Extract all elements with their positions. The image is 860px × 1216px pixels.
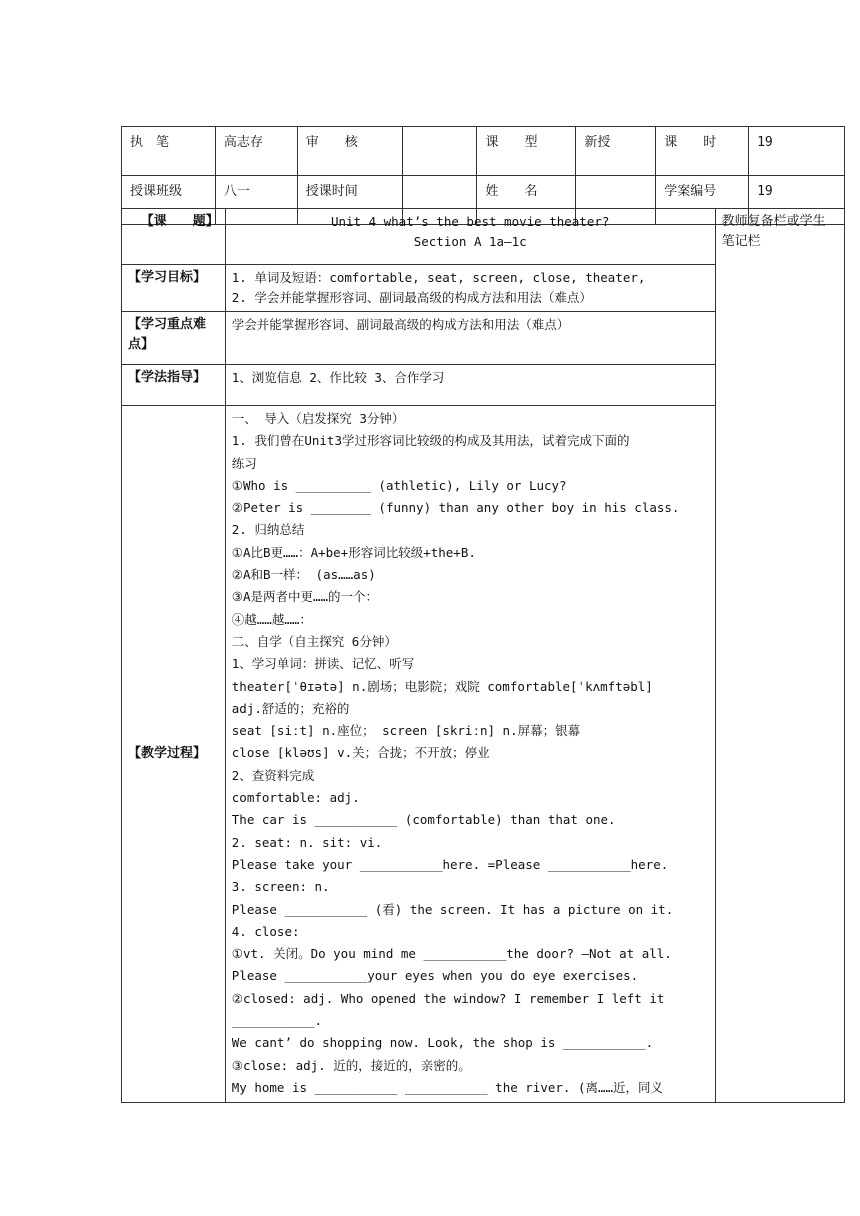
name-label: 姓 名 xyxy=(477,176,576,225)
process-line: The car is ___________ (comfortable) than that one. xyxy=(231,812,616,828)
process-line: ②A和B一样： (as……as) xyxy=(231,567,376,583)
process-line: 1、学习单词：拼读、记忆、听写 xyxy=(231,656,415,672)
goals-label: 【学习目标】 xyxy=(122,265,226,312)
process-label: 【教学过程】 xyxy=(122,406,226,1103)
author-value: 高志存 xyxy=(215,127,297,176)
process-line: ②closed: adj. Who opened the window? I remember I left it xyxy=(231,990,665,1006)
process-line: adj.舒适的；充裕的 xyxy=(231,700,350,716)
process-line: 3. screen: n. xyxy=(231,879,330,895)
process-content xyxy=(225,406,715,1103)
process-line: seat [siːt] n.座位； screen [skriːn] n.屏幕；银幕 xyxy=(231,723,581,739)
topic-row xyxy=(122,209,845,265)
process-line: 4. close: xyxy=(231,923,300,939)
reviewer-value xyxy=(402,127,477,176)
key-points-label: 【学习重点难点】 xyxy=(122,312,226,365)
time-label: 授课时间 xyxy=(297,176,402,225)
process-line: 1. 我们曾在Unit3学过形容词比较级的构成及其用法，试着完成下面的 xyxy=(231,433,630,449)
goals-line-1: 1. 单词及短语：comfortable, seat, screen, close, theater, xyxy=(231,270,646,285)
topic-label: 【课 题】 xyxy=(122,209,226,265)
process-line: 2、查资料完成 xyxy=(231,767,315,783)
process-line: My home is ___________ ___________ the river. (离……近，同义 xyxy=(231,1079,664,1095)
process-line: 二、自学（自主探究 6分钟） xyxy=(231,633,397,649)
notes-column xyxy=(715,209,844,1103)
topic-content xyxy=(225,209,715,265)
process-line: 一、 导入（启发探究 3分钟） xyxy=(231,411,405,426)
header-row-1 xyxy=(122,127,845,176)
period-label: 课 时 xyxy=(656,127,749,176)
reviewer-label: 审 核 xyxy=(297,127,402,176)
main-table xyxy=(121,208,845,1103)
process-line: ①A比B更……：A+be+形容词比较级+the+B. xyxy=(231,544,476,560)
process-line: 2. 归纳总结 xyxy=(231,522,305,538)
topic-title: Unit 4 what’s the best movie theater? xyxy=(330,214,610,229)
method-content: 1、浏览信息 2、作比较 3、合作学习 xyxy=(225,365,715,406)
goals-content xyxy=(225,265,715,312)
period-value: 19 xyxy=(749,127,845,176)
method-label: 【学法指导】 xyxy=(122,365,226,406)
author-label: 执 笔 xyxy=(122,127,216,176)
key-points-content: 学会并能掌握形容词、副词最高级的构成方法和用法（难点） xyxy=(225,312,715,365)
process-line: ④越……越……： xyxy=(231,611,312,627)
process-line: We cant’ do shopping now. Look, the shop is ___________. xyxy=(231,1035,654,1051)
class-value: 八一 xyxy=(215,176,297,225)
process-line: ③close: adj. 近的，接近的，亲密的。 xyxy=(231,1057,471,1073)
process-line: ③A是两者中更……的一个： xyxy=(231,589,379,605)
process-line: ②Peter is ________ (funny) than any other boy in his class. xyxy=(231,500,680,516)
class-label: 授课班级 xyxy=(122,176,216,225)
process-line: Please ___________ (看) the screen. It has a picture on it. xyxy=(231,901,674,917)
lesson-type-value: 新授 xyxy=(576,127,656,176)
topic-section: Section A 1a—1c xyxy=(413,234,527,249)
notes-column-label: 教师复备栏或学生笔记栏 xyxy=(721,214,826,249)
plan-number-label: 学案编号 xyxy=(656,176,749,225)
process-line: 2. seat: n. sit: vi. xyxy=(231,834,383,850)
process-line: close [kləʊs] v.关；合拢；不开放；停业 xyxy=(231,745,490,761)
process-line: comfortable: adj. xyxy=(231,790,360,806)
process-line: ①vt. 关闭。Do you mind me ___________the door? —Not at all. xyxy=(231,946,672,962)
process-line: Please ___________your eyes when you do eye exercises. xyxy=(231,968,639,984)
goals-line-2: 2. 学会并能掌握形容词、副词最高级的构成方法和用法（难点） xyxy=(231,290,592,305)
process-line: ___________. xyxy=(231,1013,323,1029)
process-line: 练习 xyxy=(231,455,257,471)
plan-number-value: 19 xyxy=(749,176,845,225)
lesson-type-label: 课 型 xyxy=(477,127,576,176)
process-line: ①Who is __________ (athletic), Lily or Lucy? xyxy=(231,477,567,493)
process-line: theater[ˈθɪətə] n.剧场；电影院；戏院 comfortable[ˈkʌmftəbl] xyxy=(231,678,653,694)
process-line: Please take your ___________here. =Please ___________here. xyxy=(231,856,669,872)
